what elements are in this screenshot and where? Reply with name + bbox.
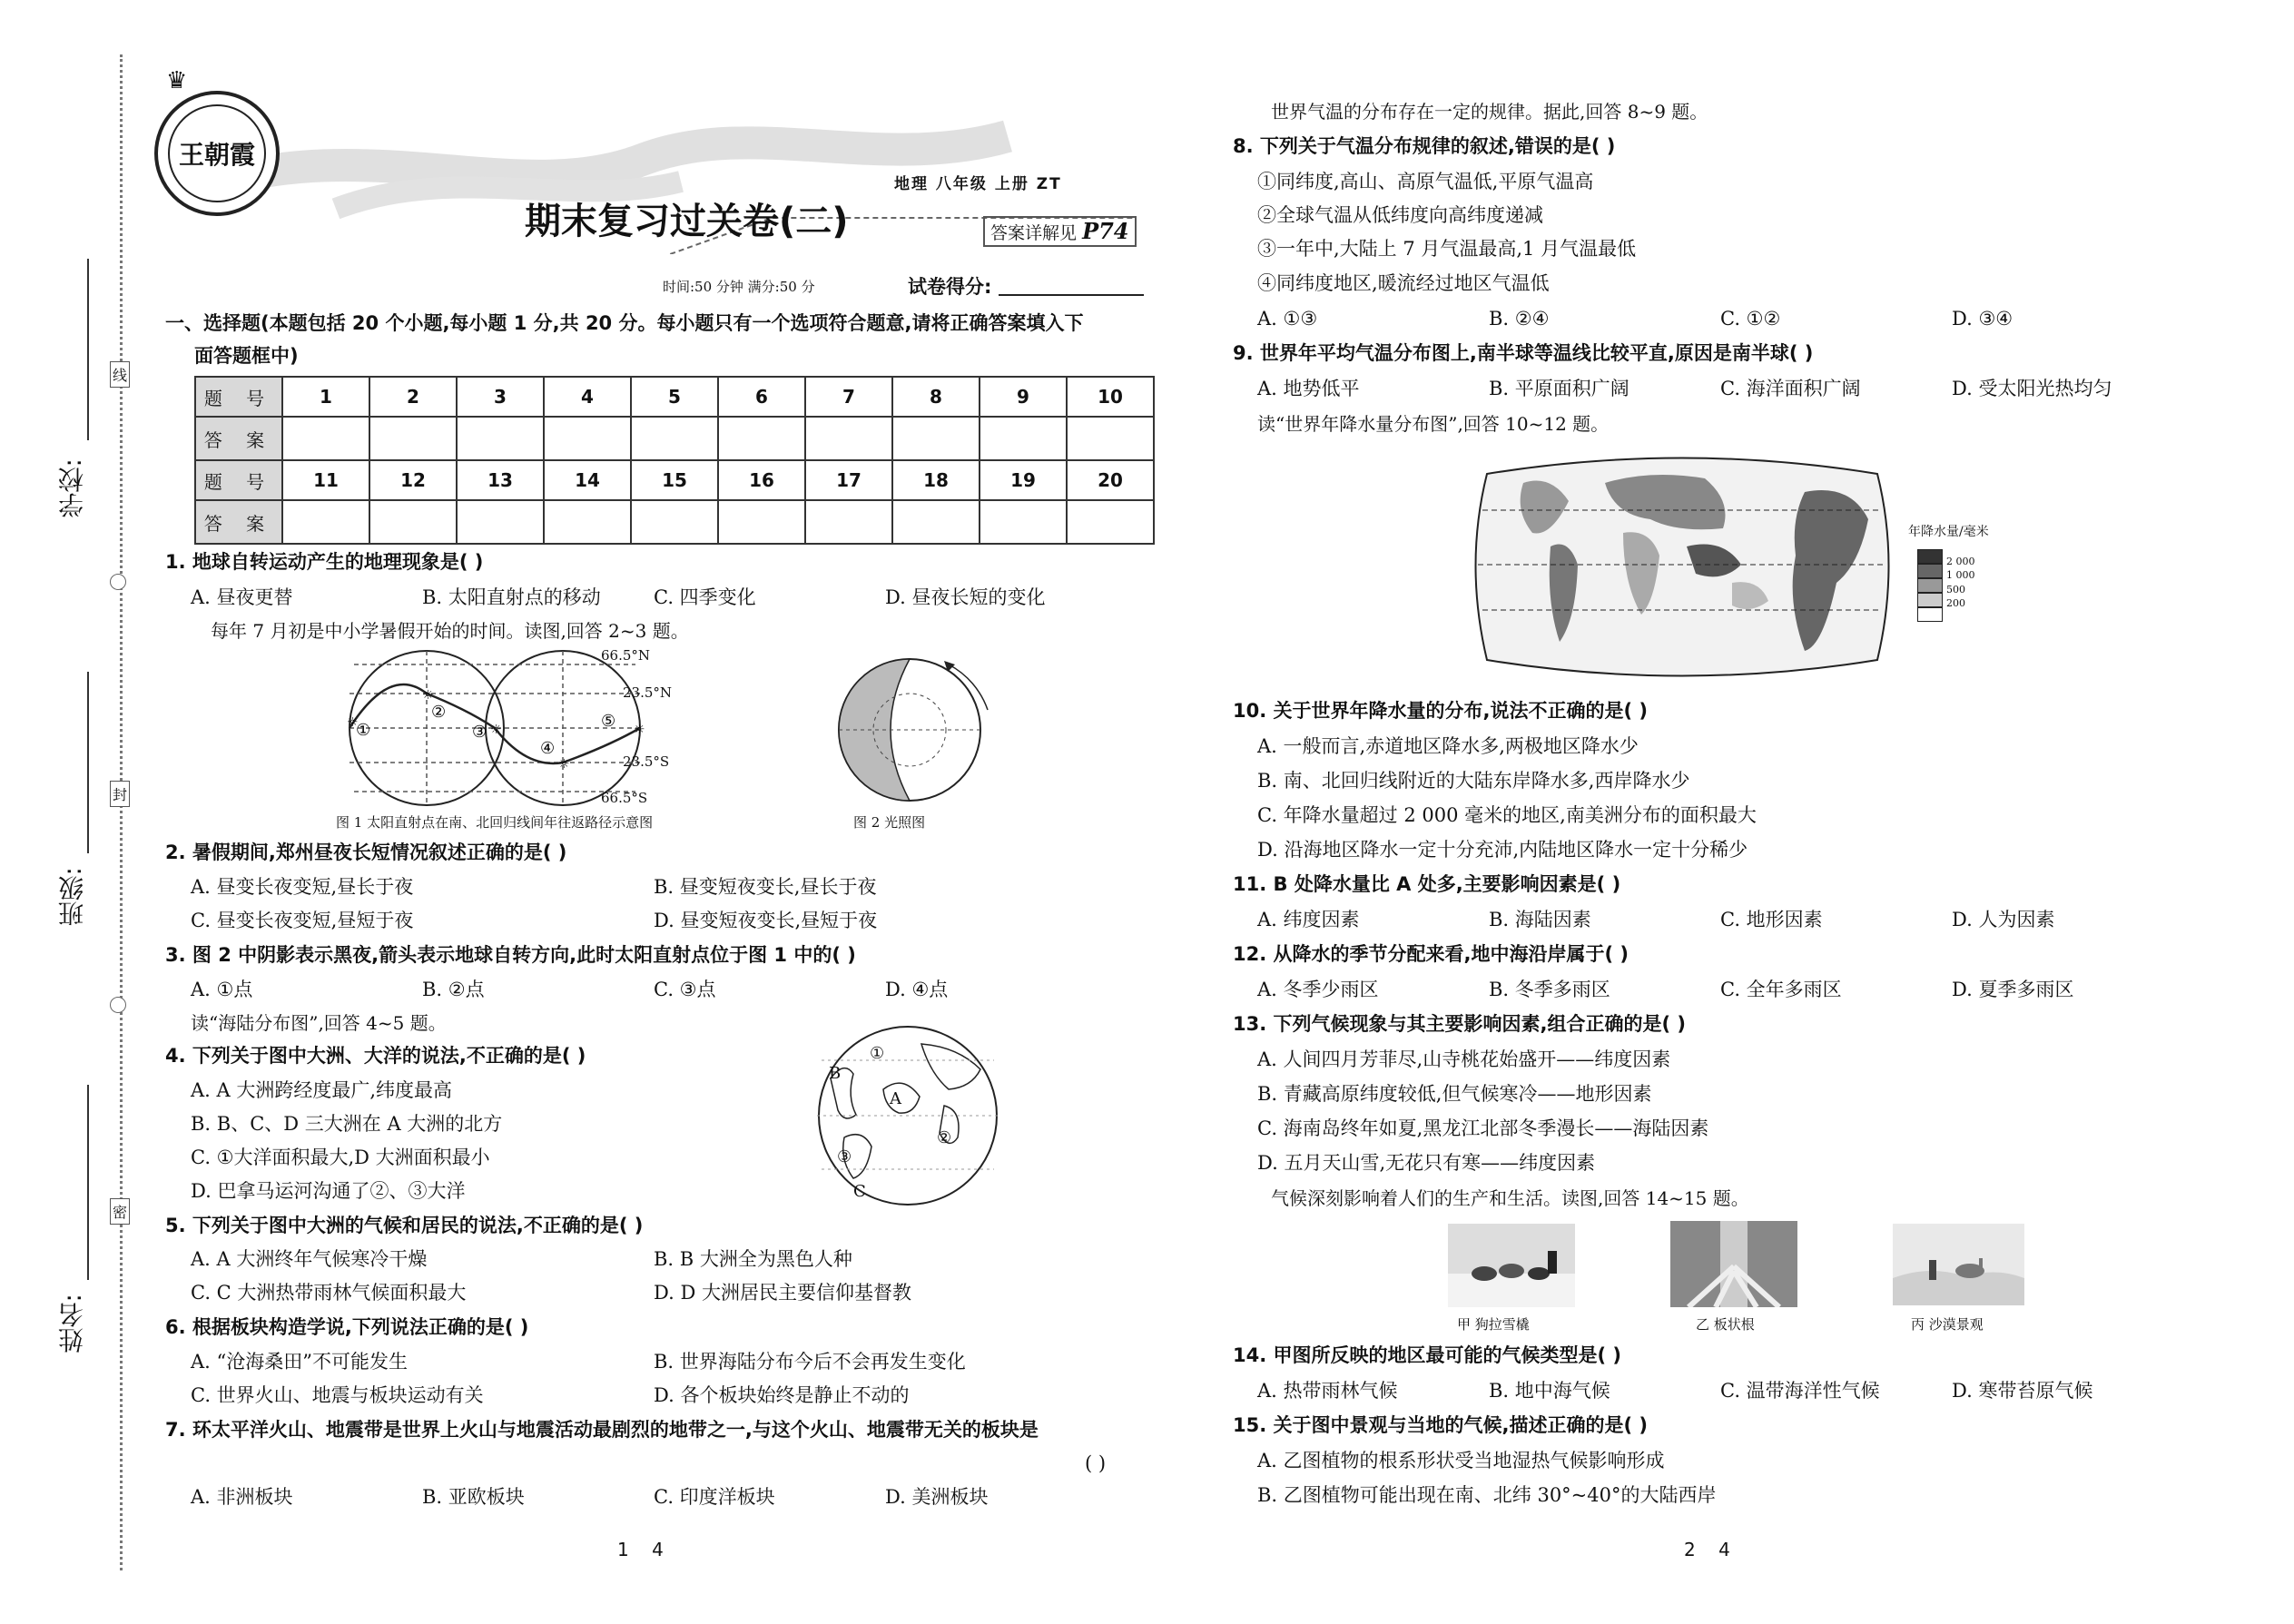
map-label-3: ③	[837, 1147, 852, 1166]
qno-cell: 10	[1067, 377, 1154, 417]
question-14-stem: 14. 甲图所反映的地区最可能的气候类型是( )	[1233, 1344, 1622, 1366]
q10-option-b[interactable]: B. 南、北回归线附近的大陆东岸降水多,西岸降水少	[1257, 770, 1690, 792]
question-6-stem: 6. 根据板块构造学说,下列说法正确的是( )	[165, 1316, 529, 1338]
q8-statement-4: ④同纬度地区,暖流经过地区气温低	[1257, 272, 1550, 294]
q10-option-c[interactable]: C. 年降水量超过 2 000 毫米的地区,南美洲分布的面积最大	[1257, 804, 1757, 826]
q12-option-d[interactable]: D. 夏季多雨区	[1952, 979, 2074, 1000]
answer-cell[interactable]	[282, 417, 369, 460]
photo-dog-sled	[1448, 1224, 1575, 1307]
q8-statement-3: ③一年中,大陆上 7 月气温最高,1 月气温最低	[1257, 238, 1637, 260]
answer-cell[interactable]	[892, 500, 980, 544]
question-13-stem: 13. 下列气候现象与其主要影响因素,组合正确的是( )	[1233, 1013, 1686, 1035]
q7-option-b[interactable]: B. 亚欧板块	[422, 1486, 525, 1508]
sun-icon: ☼	[490, 723, 502, 737]
qno-cell: 1	[282, 377, 369, 417]
qno-cell: 8	[892, 377, 980, 417]
q10-option-a[interactable]: A. 一般而言,赤道地区降水多,两极地区降水少	[1257, 735, 1639, 757]
page-title: 期末复习过关卷(二)	[525, 201, 849, 242]
intro-14-15: 气候深刻影响着人们的生产和生活。读图,回答 14~15 题。	[1271, 1187, 1749, 1209]
qno-cell: 13	[457, 460, 544, 500]
legend-title: 年降水量/毫米	[1908, 525, 1989, 539]
legend-value-4: 200	[1946, 597, 1965, 609]
section-heading: 一、选择题(本题包括 20 个小题,每小题 1 分,共 20 分。每小题只有一个选项符合题意,请将正确答案填入下	[165, 312, 1084, 334]
q3-option-a[interactable]: A. ①点	[191, 979, 253, 1000]
qno-cell: 5	[631, 377, 718, 417]
answer-cell[interactable]	[980, 417, 1067, 460]
score-field[interactable]	[999, 294, 1144, 296]
q5-option-d[interactable]: D. D 大洲居民主要信仰基督教	[654, 1282, 911, 1304]
answer-table-row	[195, 377, 1154, 417]
q5-option-b[interactable]: B. B 大洲全为黑色人种	[654, 1248, 852, 1270]
answer-table	[194, 376, 1155, 545]
qno-cell: 11	[282, 460, 369, 500]
q14-option-a[interactable]: A. 热带雨林气候	[1257, 1380, 1398, 1402]
q14-option-d[interactable]: D. 寒带苔原气候	[1952, 1380, 2093, 1402]
sun-icon: ☼	[347, 715, 359, 730]
intro-2-3: 每年 7 月初是中小学暑假开始的时间。读图,回答 2~3 题。	[211, 620, 689, 642]
name-label: 姓名:	[57, 1294, 87, 1353]
q12-option-b[interactable]: B. 冬季多雨区	[1489, 979, 1610, 1000]
answer-cell[interactable]	[544, 500, 631, 544]
qno-cell: 2	[369, 377, 457, 417]
q14-option-c[interactable]: C. 温带海洋性气候	[1720, 1380, 1880, 1402]
q2-option-a[interactable]: A. 昼变长夜变短,昼长于夜	[191, 876, 414, 898]
fig1-marker-2: ②	[431, 703, 447, 722]
q1-option-d[interactable]: D. 昼夜长短的变化	[885, 586, 1046, 608]
page-number-right: 2 4	[1684, 1539, 1730, 1560]
photo-caption-1: 甲 狗拉雪橇	[1457, 1316, 1530, 1333]
question-12-stem: 12. 从降水的季节分配来看,地中海沿岸属于( )	[1233, 943, 1629, 965]
qno-cell: 14	[544, 460, 631, 500]
legend-value-1: 2 000	[1946, 556, 1975, 567]
q12-option-a[interactable]: A. 冬季少雨区	[1257, 979, 1379, 1000]
q8-statement-1: ①同纬度,高山、高原气温低,平原气温高	[1257, 171, 1594, 192]
q13-option-d[interactable]: D. 五月天山雪,无花只有寒——纬度因素	[1257, 1152, 1596, 1174]
q1-option-a[interactable]: A. 昼夜更替	[191, 586, 293, 608]
binding-dotted-line	[120, 54, 123, 1570]
exam-meta: 时间:50 分钟 满分:50 分	[663, 279, 815, 295]
section-heading-cont: 面答题框中)	[194, 345, 299, 367]
answer-cell[interactable]	[282, 500, 369, 544]
qno-cell: 9	[980, 377, 1067, 417]
crown-icon: ♛	[166, 67, 188, 94]
table-header-no: 题 号	[195, 377, 282, 417]
q6-option-d[interactable]: D. 各个板块始终是静止不动的	[654, 1384, 910, 1406]
fig1-caption: 图 1 太阳直射点在南、北回归线间年往返路径示意图	[336, 814, 654, 831]
seal-text-3: 密	[110, 1198, 130, 1225]
qno-cell: 4	[544, 377, 631, 417]
q4-option-a[interactable]: A. A 大洲跨经度最广,纬度最高	[191, 1079, 453, 1101]
q15-option-b[interactable]: B. 乙图植物可能出现在南、北纬 30°~40°的大陆西岸	[1257, 1484, 1717, 1506]
q4-option-d[interactable]: D. 巴拿马运河沟通了②、③大洋	[191, 1180, 466, 1202]
question-11-stem: 11. B 处降水量比 A 处多,主要影响因素是( )	[1233, 873, 1621, 895]
photo-caption-2: 乙 板状根	[1696, 1316, 1755, 1333]
photo-caption-3: 丙 沙漠景观	[1911, 1316, 1984, 1333]
q12-option-c[interactable]: C. 全年多雨区	[1720, 979, 1842, 1000]
question-3-stem: 3. 图 2 中阴影表示黑夜,箭头表示地球自转方向,此时太阳直射点位于图 1 中的( )	[165, 944, 856, 966]
q9-option-c[interactable]: C. 海洋面积广阔	[1720, 378, 1861, 399]
legend-value-3: 500	[1946, 584, 1965, 595]
question-4-stem: 4. 下列关于图中大洲、大洋的说法,不正确的是( )	[165, 1045, 586, 1067]
page-number-left: 1 4	[617, 1539, 664, 1560]
fig1-lat-23n: 23.5°N	[623, 684, 673, 701]
answer-cell[interactable]	[1067, 417, 1154, 460]
legend	[1917, 549, 1943, 622]
binding-hole-icon	[110, 574, 126, 590]
q6-option-a[interactable]: A. “沧海桑田”不可能发生	[191, 1351, 408, 1373]
question-5-stem: 5. 下列关于图中大洲的气候和居民的说法,不正确的是( )	[165, 1215, 644, 1236]
qno-cell: 12	[369, 460, 457, 500]
answer-cell[interactable]	[631, 417, 718, 460]
q1-option-b[interactable]: B. 太阳直射点的移动	[422, 586, 601, 608]
q10-option-d[interactable]: D. 沿海地区降水一定十分充沛,内陆地区降水一定十分稀少	[1257, 839, 1748, 861]
q1-option-c[interactable]: C. 四季变化	[654, 586, 756, 608]
answer-table-row	[195, 500, 1154, 544]
answer-ref-page: P74	[1082, 218, 1129, 244]
qno-cell: 17	[805, 460, 892, 500]
fig1-marker-4: ④	[540, 739, 556, 758]
intro-8-9: 世界气温的分布存在一定的规律。据此,回答 8~9 题。	[1271, 101, 1708, 123]
answer-cell[interactable]	[1067, 500, 1154, 544]
question-2-stem: 2. 暑假期间,郑州昼夜长短情况叙述正确的是( )	[165, 842, 567, 863]
fig1-marker-5: ⑤	[601, 712, 616, 731]
map-label-a: A	[890, 1089, 901, 1108]
q13-option-b[interactable]: B. 青藏高原纬度较低,但气候寒冷——地形因素	[1257, 1083, 1652, 1105]
class-line	[87, 672, 89, 853]
question-8-stem: 8. 下列关于气温分布规律的叙述,错误的是( )	[1233, 135, 1616, 157]
q9-option-a[interactable]: A. 地势低平	[1257, 378, 1360, 399]
q4-option-b[interactable]: B. B、C、D 三大洲在 A 大洲的北方	[191, 1113, 503, 1135]
answer-cell[interactable]	[805, 500, 892, 544]
binding-hole-icon	[110, 997, 126, 1013]
q9-option-d[interactable]: D. 受太阳光热均匀	[1952, 378, 2112, 399]
seal-text-2: 封	[110, 781, 130, 807]
question-7-stem: 7. 环太平洋火山、地震带是世界上火山与地震活动最剧烈的地带之一,与这个火山、地震带无关的板块是	[165, 1419, 1039, 1441]
answer-cell[interactable]	[544, 417, 631, 460]
question-10-stem: 10. 关于世界年降水量的分布,说法不正确的是( )	[1233, 700, 1648, 722]
q13-option-a[interactable]: A. 人间四月芳菲尽,山寺桃花始盛开——纬度因素	[1257, 1048, 1671, 1070]
table-header-no: 题 号	[195, 460, 282, 500]
qno-cell: 15	[631, 460, 718, 500]
fig1-marker-1: ①	[356, 721, 371, 740]
q7-option-c[interactable]: C. 印度洋板块	[654, 1486, 775, 1508]
school-label: 学校:	[57, 458, 87, 518]
world-precipitation-map	[1469, 447, 1895, 684]
q3-option-d[interactable]: D. ④点	[885, 979, 949, 1000]
photo-buttress-roots	[1670, 1221, 1797, 1307]
q11-option-a[interactable]: A. 纬度因素	[1257, 909, 1360, 930]
logo-seal	[154, 91, 280, 216]
q6-option-c[interactable]: C. 世界火山、地震与板块运动有关	[191, 1384, 484, 1406]
school-line	[87, 259, 89, 440]
fig1-lat-23s: 23.5°S	[623, 753, 670, 770]
figure-1-sun-path	[345, 646, 681, 810]
q2-option-d[interactable]: D. 昼变短夜变长,昼短于夜	[654, 910, 878, 931]
answer-cell[interactable]	[457, 500, 544, 544]
qno-cell: 3	[457, 377, 544, 417]
answer-cell[interactable]	[457, 417, 544, 460]
q8-statement-2: ②全球气温从低纬度向高纬度递减	[1257, 204, 1543, 226]
sun-icon: ☼	[558, 757, 570, 772]
q13-option-c[interactable]: C. 海南岛终年如夏,黑龙江北部冬季漫长——海陆因素	[1257, 1117, 1709, 1139]
answer-cell[interactable]	[980, 500, 1067, 544]
q8-option-c[interactable]: C. ①②	[1720, 308, 1781, 330]
q7-option-a[interactable]: A. 非洲板块	[191, 1486, 293, 1508]
qno-cell: 6	[718, 377, 805, 417]
photo-desert	[1893, 1224, 2024, 1305]
answer-cell[interactable]	[805, 417, 892, 460]
sun-icon: ☼	[422, 688, 434, 703]
q5-option-c[interactable]: C. C 大洲热带雨林气候面积最大	[191, 1282, 467, 1304]
q3-option-c[interactable]: C. ③点	[654, 979, 716, 1000]
table-header-ans: 答 案	[195, 417, 282, 460]
q3-option-b[interactable]: B. ②点	[422, 979, 485, 1000]
answer-cell[interactable]	[718, 417, 805, 460]
answer-table-row	[195, 460, 1154, 500]
q2-option-b[interactable]: B. 昼变短夜变长,昼长于夜	[654, 876, 877, 898]
q6-option-b[interactable]: B. 世界海陆分布今后不会再发生变化	[654, 1351, 966, 1373]
q11-option-b[interactable]: B. 海陆因素	[1489, 909, 1591, 930]
q8-option-b[interactable]: B. ②④	[1489, 308, 1550, 330]
q7-option-d[interactable]: D. 美洲板块	[885, 1486, 989, 1508]
land-sea-globe-map	[812, 1024, 1003, 1207]
q11-option-d[interactable]: D. 人为因素	[1952, 909, 2055, 930]
q7-answer-paren: ( )	[1085, 1452, 1107, 1474]
class-label: 班级:	[57, 867, 87, 927]
q2-option-c[interactable]: C. 昼变长夜变短,昼短于夜	[191, 910, 414, 931]
answer-cell[interactable]	[369, 500, 457, 544]
intro-4-5: 读“海陆分布图”,回答 4~5 题。	[191, 1012, 447, 1034]
answer-table-row	[195, 417, 1154, 460]
logo-text: 王朝霞	[168, 104, 266, 202]
fig2-caption: 图 2 光照图	[853, 814, 926, 831]
name-line	[87, 1085, 89, 1280]
qno-cell: 19	[980, 460, 1067, 500]
answer-ref-box	[983, 216, 1137, 247]
map-label-b: B	[829, 1064, 842, 1083]
answer-cell[interactable]	[631, 500, 718, 544]
qno-cell: 18	[892, 460, 980, 500]
q11-option-c[interactable]: C. 地形因素	[1720, 909, 1823, 930]
figure-2-illumination	[835, 655, 999, 805]
q14-option-b[interactable]: B. 地中海气候	[1489, 1380, 1610, 1402]
seal-text-1: 线	[110, 361, 130, 388]
intro-10-12: 读“世界年降水量分布图”,回答 10~12 题。	[1257, 413, 1610, 435]
q8-option-a[interactable]: A. ①③	[1257, 308, 1318, 330]
fig1-lat-66s: 66.5°S	[601, 790, 648, 806]
score-label: 试卷得分:	[908, 276, 992, 298]
map-label-1: ①	[870, 1044, 885, 1063]
table-header-ans: 答 案	[195, 500, 282, 544]
sun-icon: ☼	[634, 723, 645, 737]
map-label-c: C	[853, 1182, 866, 1201]
legend-value-2: 1 000	[1946, 569, 1975, 581]
qno-cell: 7	[805, 377, 892, 417]
fig1-marker-3: ③	[472, 723, 487, 742]
question-1-stem: 1. 地球自转运动产生的地理现象是( )	[165, 551, 484, 573]
q9-option-b[interactable]: B. 平原面积广阔	[1489, 378, 1629, 399]
subject-tags: 地理 八年级 上册 ZT	[894, 175, 1062, 193]
question-9-stem: 9. 世界年平均气温分布图上,南半球等温线比较平直,原因是南半球( )	[1233, 342, 1814, 364]
q5-option-a[interactable]: A. A 大洲终年气候寒冷干燥	[191, 1248, 428, 1270]
qno-cell: 16	[718, 460, 805, 500]
qno-cell: 20	[1067, 460, 1154, 500]
answer-cell[interactable]	[369, 417, 457, 460]
answer-cell[interactable]	[892, 417, 980, 460]
q15-option-a[interactable]: A. 乙图植物的根系形状受当地湿热气候影响形成	[1257, 1450, 1665, 1471]
q8-option-d[interactable]: D. ③④	[1952, 308, 2013, 330]
fig1-lat-66n: 66.5°N	[601, 647, 651, 664]
q4-option-c[interactable]: C. ①大洋面积最大,D 大洲面积最小	[191, 1147, 490, 1168]
answer-cell[interactable]	[718, 500, 805, 544]
map-label-2: ②	[937, 1128, 952, 1147]
question-15-stem: 15. 关于图中景观与当地的气候,描述正确的是( )	[1233, 1414, 1648, 1436]
answer-ref-label: 答案详解见	[990, 223, 1078, 243]
